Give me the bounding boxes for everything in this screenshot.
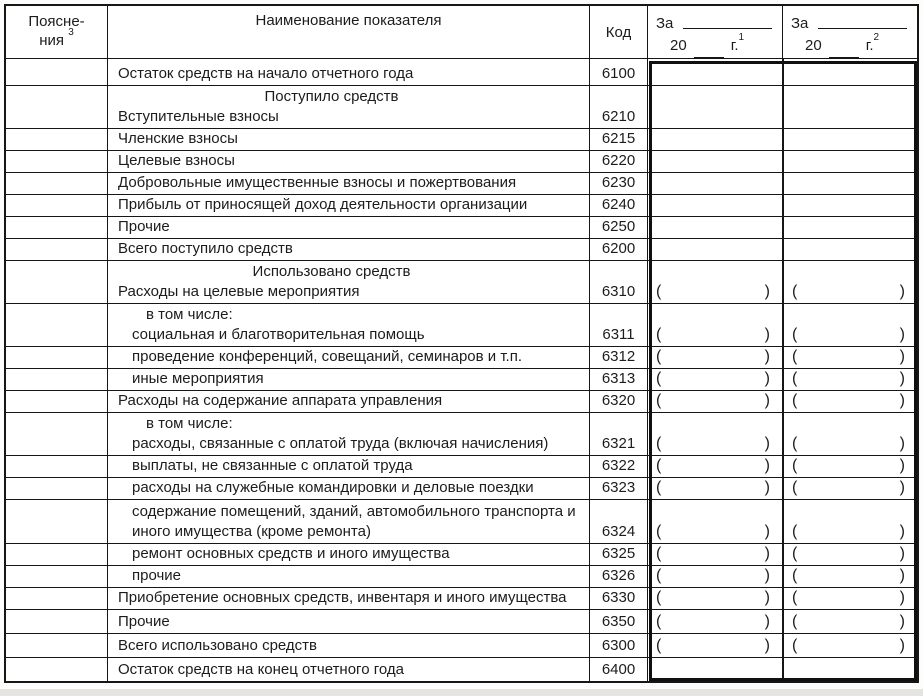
explanation-cell[interactable] xyxy=(6,129,107,150)
footnote-3-marker: 3 xyxy=(68,27,74,38)
close-paren: ) xyxy=(899,567,905,584)
value-cell-period2[interactable] xyxy=(782,610,917,633)
close-paren: ) xyxy=(764,370,770,387)
table-row xyxy=(6,565,917,587)
value-cell-period2[interactable] xyxy=(782,500,917,543)
table-row xyxy=(6,150,917,172)
indicator-label: расходы, связанные с оплатой труда (включая начисления) xyxy=(132,435,549,452)
code-cell: 6215 xyxy=(589,129,647,150)
value-cell-period2[interactable] xyxy=(782,195,917,216)
indicator-name-cell xyxy=(107,151,589,172)
value-cell-period1[interactable] xyxy=(647,86,782,128)
value-cell-period1[interactable] xyxy=(647,304,782,346)
explanation-cell[interactable] xyxy=(6,304,107,346)
year-unit: г.$^2$ xyxy=(865,32,880,54)
value-cell-period2[interactable] xyxy=(782,59,917,85)
close-paren: ) xyxy=(899,392,905,409)
code-cell: 6323 xyxy=(589,478,647,499)
indicator-name-cell xyxy=(107,500,589,543)
open-paren: ( xyxy=(792,435,798,452)
open-paren: ( xyxy=(656,613,662,630)
explanation-cell[interactable] xyxy=(6,634,107,657)
indicator-label: Всего поступило средств xyxy=(118,240,293,257)
explanation-cell[interactable] xyxy=(6,500,107,543)
open-paren: ( xyxy=(656,435,662,452)
value-cell-period2[interactable] xyxy=(782,173,917,194)
open-paren: ( xyxy=(792,326,798,343)
value-cell-period2[interactable] xyxy=(782,304,917,346)
table-row xyxy=(6,543,917,565)
indicator-label: выплаты, не связанные с оплатой труда xyxy=(132,457,413,474)
value-cell-period1[interactable] xyxy=(647,369,782,390)
explanation-cell[interactable] xyxy=(6,369,107,390)
value-cell-period1[interactable] xyxy=(647,610,782,633)
value-cell-period2[interactable] xyxy=(782,217,917,238)
indicator-name-cell xyxy=(107,588,589,609)
close-paren: ) xyxy=(764,545,770,562)
code-cell: 6311 xyxy=(589,304,647,346)
footnote-1-marker: 1 xyxy=(738,32,745,43)
value-cell-period1[interactable] xyxy=(647,217,782,238)
value-cell-period1[interactable] xyxy=(647,59,782,85)
code-cell: 6313 xyxy=(589,369,647,390)
close-paren: ) xyxy=(764,348,770,365)
code-cell: 6100 xyxy=(589,59,647,85)
explanation-cell[interactable] xyxy=(6,456,107,477)
indicator-label: Членские взносы xyxy=(118,130,238,147)
open-paren: ( xyxy=(656,523,662,540)
code-cell: 6220 xyxy=(589,151,647,172)
value-cell-period1[interactable] xyxy=(647,634,782,657)
indicator-name-cell xyxy=(107,217,589,238)
value-cell-period2[interactable] xyxy=(782,544,917,565)
indicator-label: ремонт основных средств и иного имущества xyxy=(132,545,450,562)
open-paren: ( xyxy=(656,567,662,584)
value-cell-period1[interactable] xyxy=(647,456,782,477)
year-prefix: 20 xyxy=(670,37,687,54)
header-explanations xyxy=(6,6,107,58)
value-cell-period2[interactable] xyxy=(782,261,917,303)
open-paren: ( xyxy=(656,326,662,343)
explanation-cell[interactable] xyxy=(6,478,107,499)
table-row xyxy=(6,346,917,368)
indicator-name-cell xyxy=(107,610,589,633)
indicator-label: расходы на служебные командировки и деловые поездки xyxy=(132,479,534,496)
close-paren: ) xyxy=(764,479,770,496)
value-cell-period1[interactable] xyxy=(647,658,782,681)
indicator-name-cell xyxy=(107,478,589,499)
value-cell-period2[interactable] xyxy=(782,347,917,368)
table-row xyxy=(6,85,917,128)
close-paren: ) xyxy=(764,567,770,584)
indicator-label: Расходы на содержание аппарата управления xyxy=(118,392,443,409)
indicator-label: иные мероприятия xyxy=(132,370,264,387)
value-cell-period2[interactable] xyxy=(782,151,917,172)
close-paren: ) xyxy=(899,435,905,452)
open-paren: ( xyxy=(792,348,798,365)
value-cell-period1[interactable] xyxy=(647,500,782,543)
indicator-label: прочие xyxy=(132,567,182,584)
code-cell: 6321 xyxy=(589,413,647,455)
explanation-cell[interactable] xyxy=(6,151,107,172)
value-cell-period1[interactable] xyxy=(647,347,782,368)
close-paren: ) xyxy=(764,613,770,630)
open-paren: ( xyxy=(792,370,798,387)
indicator-name-cell xyxy=(107,413,589,455)
header-explanations-line2: ния $^3$ xyxy=(39,27,74,49)
table-row xyxy=(6,477,917,499)
table-row xyxy=(6,172,917,194)
value-cell-period1[interactable] xyxy=(647,544,782,565)
explanation-cell[interactable] xyxy=(6,588,107,609)
code-cell: 6312 xyxy=(589,347,647,368)
code-cell: 6310 xyxy=(589,261,647,303)
indicator-name-cell xyxy=(107,86,589,128)
open-paren: ( xyxy=(656,589,662,606)
explanation-cell[interactable] xyxy=(6,347,107,368)
sub-heading: в том числе: xyxy=(146,415,233,432)
table-row xyxy=(6,657,917,681)
year-blank-line[interactable] xyxy=(829,42,859,58)
value-cell-period1[interactable] xyxy=(647,261,782,303)
table-row xyxy=(6,128,917,150)
close-paren: ) xyxy=(899,479,905,496)
indicator-name-cell xyxy=(107,239,589,260)
table-row xyxy=(6,633,917,657)
close-paren: ) xyxy=(764,523,770,540)
table-row xyxy=(6,499,917,543)
table-row xyxy=(6,455,917,477)
indicator-name-cell xyxy=(107,261,589,303)
value-cell-period2[interactable] xyxy=(782,634,917,657)
footnote-2-marker: 2 xyxy=(873,32,880,43)
year-unit: г.$^1$ xyxy=(730,32,745,54)
header-period-1 xyxy=(647,6,782,58)
table-row xyxy=(6,412,917,455)
code-cell: 6326 xyxy=(589,566,647,587)
table-row xyxy=(6,216,917,238)
value-cell-period2[interactable] xyxy=(782,456,917,477)
value-cell-period1[interactable] xyxy=(647,195,782,216)
indicator-name-cell xyxy=(107,173,589,194)
indicator-name-cell xyxy=(107,566,589,587)
value-cell-period2[interactable] xyxy=(782,478,917,499)
targeted-funds-form-table xyxy=(4,4,919,683)
open-paren: ( xyxy=(792,589,798,606)
open-paren: ( xyxy=(656,457,662,474)
open-paren: ( xyxy=(656,637,662,654)
explanation-cell[interactable] xyxy=(6,239,107,260)
value-cell-period1[interactable] xyxy=(647,566,782,587)
indicator-label: Добровольные имущественные взносы и пожертвования xyxy=(118,174,517,191)
open-paren: ( xyxy=(792,637,798,654)
section-heading: Поступило средств xyxy=(264,88,399,105)
year-blank-line[interactable] xyxy=(694,42,724,58)
indicator-label: содержание помещений, зданий, автомобильного транспорта и иного имущества (кроме ремонта) xyxy=(132,503,576,540)
open-paren: ( xyxy=(656,348,662,365)
indicator-label: Целевые взносы xyxy=(118,152,235,169)
open-paren: ( xyxy=(792,545,798,562)
header-period-2 xyxy=(782,6,917,58)
indicator-label: Остаток средств на начало отчетного года xyxy=(118,65,414,82)
code-cell: 6300 xyxy=(589,634,647,657)
close-paren: ) xyxy=(899,545,905,562)
code-cell: 6210 xyxy=(589,86,647,128)
explanation-cell[interactable] xyxy=(6,217,107,238)
indicator-label: Всего использовано средств xyxy=(118,637,318,654)
value-cell-period2[interactable] xyxy=(782,391,917,412)
close-paren: ) xyxy=(764,283,770,300)
za-label: За xyxy=(791,15,809,32)
explanation-cell[interactable] xyxy=(6,544,107,565)
code-cell: 6400 xyxy=(589,658,647,681)
table-row xyxy=(6,194,917,216)
indicator-name-cell xyxy=(107,59,589,85)
indicator-name-cell xyxy=(107,347,589,368)
za-label: За xyxy=(656,15,674,32)
open-paren: ( xyxy=(656,283,662,300)
open-paren: ( xyxy=(792,613,798,630)
close-paren: ) xyxy=(764,392,770,409)
explanation-cell[interactable] xyxy=(6,195,107,216)
value-cell-period1[interactable] xyxy=(647,478,782,499)
table-header-row xyxy=(6,6,917,59)
year-fill-line xyxy=(818,28,907,29)
value-cell-period1[interactable] xyxy=(647,413,782,455)
explanation-cell[interactable] xyxy=(6,261,107,303)
close-paren: ) xyxy=(764,457,770,474)
indicator-name-cell xyxy=(107,369,589,390)
table-row xyxy=(6,368,917,390)
value-cell-period1[interactable] xyxy=(647,391,782,412)
value-cell-period2[interactable] xyxy=(782,658,917,681)
open-paren: ( xyxy=(656,479,662,496)
close-paren: ) xyxy=(764,589,770,606)
value-cell-period1[interactable] xyxy=(647,173,782,194)
close-paren: ) xyxy=(899,370,905,387)
table-row xyxy=(6,260,917,303)
explanation-cell[interactable] xyxy=(6,658,107,681)
close-paren: ) xyxy=(764,435,770,452)
close-paren: ) xyxy=(899,457,905,474)
open-paren: ( xyxy=(656,370,662,387)
value-cell-period2[interactable] xyxy=(782,588,917,609)
indicator-label: Прочие xyxy=(118,613,170,630)
explanation-cell[interactable] xyxy=(6,610,107,633)
close-paren: ) xyxy=(764,637,770,654)
table-row xyxy=(6,587,917,609)
value-cell-period2[interactable] xyxy=(782,566,917,587)
table-row xyxy=(6,59,917,85)
close-paren: ) xyxy=(899,589,905,606)
table-row xyxy=(6,390,917,412)
open-paren: ( xyxy=(792,392,798,409)
code-cell: 6200 xyxy=(589,239,647,260)
indicator-label: Приобретение основных средств, инвентаря и иного имущества xyxy=(118,589,567,606)
table-row xyxy=(6,609,917,633)
close-paren: ) xyxy=(899,613,905,630)
close-paren: ) xyxy=(899,637,905,654)
indicator-label: Остаток средств на конец отчетного года xyxy=(118,661,404,678)
code-cell: 6330 xyxy=(589,588,647,609)
indicator-name-cell xyxy=(107,391,589,412)
code-cell: 6230 xyxy=(589,173,647,194)
indicator-name-cell xyxy=(107,129,589,150)
indicator-name-cell xyxy=(107,658,589,681)
close-paren: ) xyxy=(899,283,905,300)
indicator-name-cell xyxy=(107,634,589,657)
header-code: Код xyxy=(589,6,647,58)
code-cell: 6325 xyxy=(589,544,647,565)
value-cell-period1[interactable] xyxy=(647,588,782,609)
code-cell: 6350 xyxy=(589,610,647,633)
close-paren: ) xyxy=(899,348,905,365)
close-paren: ) xyxy=(899,523,905,540)
indicator-label: Прочие xyxy=(118,218,170,235)
indicator-name-cell xyxy=(107,304,589,346)
value-cell-period2[interactable] xyxy=(782,239,917,260)
open-paren: ( xyxy=(792,479,798,496)
table-row xyxy=(6,238,917,260)
header-indicator-name: Наименование показателя xyxy=(107,6,589,58)
open-paren: ( xyxy=(792,457,798,474)
explanation-cell[interactable] xyxy=(6,173,107,194)
open-paren: ( xyxy=(656,545,662,562)
value-cell-period1[interactable] xyxy=(647,129,782,150)
value-cell-period2[interactable] xyxy=(782,86,917,128)
indicator-name-cell xyxy=(107,195,589,216)
open-paren: ( xyxy=(656,392,662,409)
close-paren: ) xyxy=(899,326,905,343)
open-paren: ( xyxy=(792,523,798,540)
section-heading: Использовано средств xyxy=(252,263,411,280)
indicator-label: Расходы на целевые мероприятия xyxy=(118,283,360,300)
indicator-label: Прибыль от приносящей доход деятельности организации xyxy=(118,196,528,213)
open-paren: ( xyxy=(792,567,798,584)
value-cell-period2[interactable] xyxy=(782,369,917,390)
code-cell: 6320 xyxy=(589,391,647,412)
code-cell: 6324 xyxy=(589,500,647,543)
explanation-cell[interactable] xyxy=(6,391,107,412)
explanation-cell[interactable] xyxy=(6,566,107,587)
value-cell-period2[interactable] xyxy=(782,129,917,150)
indicator-name-cell xyxy=(107,544,589,565)
code-cell: 6250 xyxy=(589,217,647,238)
value-cell-period2[interactable] xyxy=(782,413,917,455)
year-fill-line xyxy=(683,28,772,29)
explanation-cell[interactable] xyxy=(6,413,107,455)
year-prefix: 20 xyxy=(805,37,822,54)
code-cell: 6240 xyxy=(589,195,647,216)
indicator-label: проведение конференций, совещаний, семинаров и т.п. xyxy=(132,348,522,365)
value-cell-period1[interactable] xyxy=(647,151,782,172)
value-cell-period1[interactable] xyxy=(647,239,782,260)
page-bottom-edge xyxy=(0,689,923,696)
sub-heading: в том числе: xyxy=(146,306,233,323)
indicator-label: социальная и благотворительная помощь xyxy=(132,326,425,343)
code-cell: 6322 xyxy=(589,456,647,477)
close-paren: ) xyxy=(764,326,770,343)
explanation-cell[interactable] xyxy=(6,59,107,85)
open-paren: ( xyxy=(792,283,798,300)
indicator-name-cell xyxy=(107,456,589,477)
table-row xyxy=(6,303,917,346)
header-explanations-line1: Поясне- xyxy=(28,13,85,30)
explanation-cell[interactable] xyxy=(6,86,107,128)
indicator-label: Вступительные взносы xyxy=(118,108,279,125)
